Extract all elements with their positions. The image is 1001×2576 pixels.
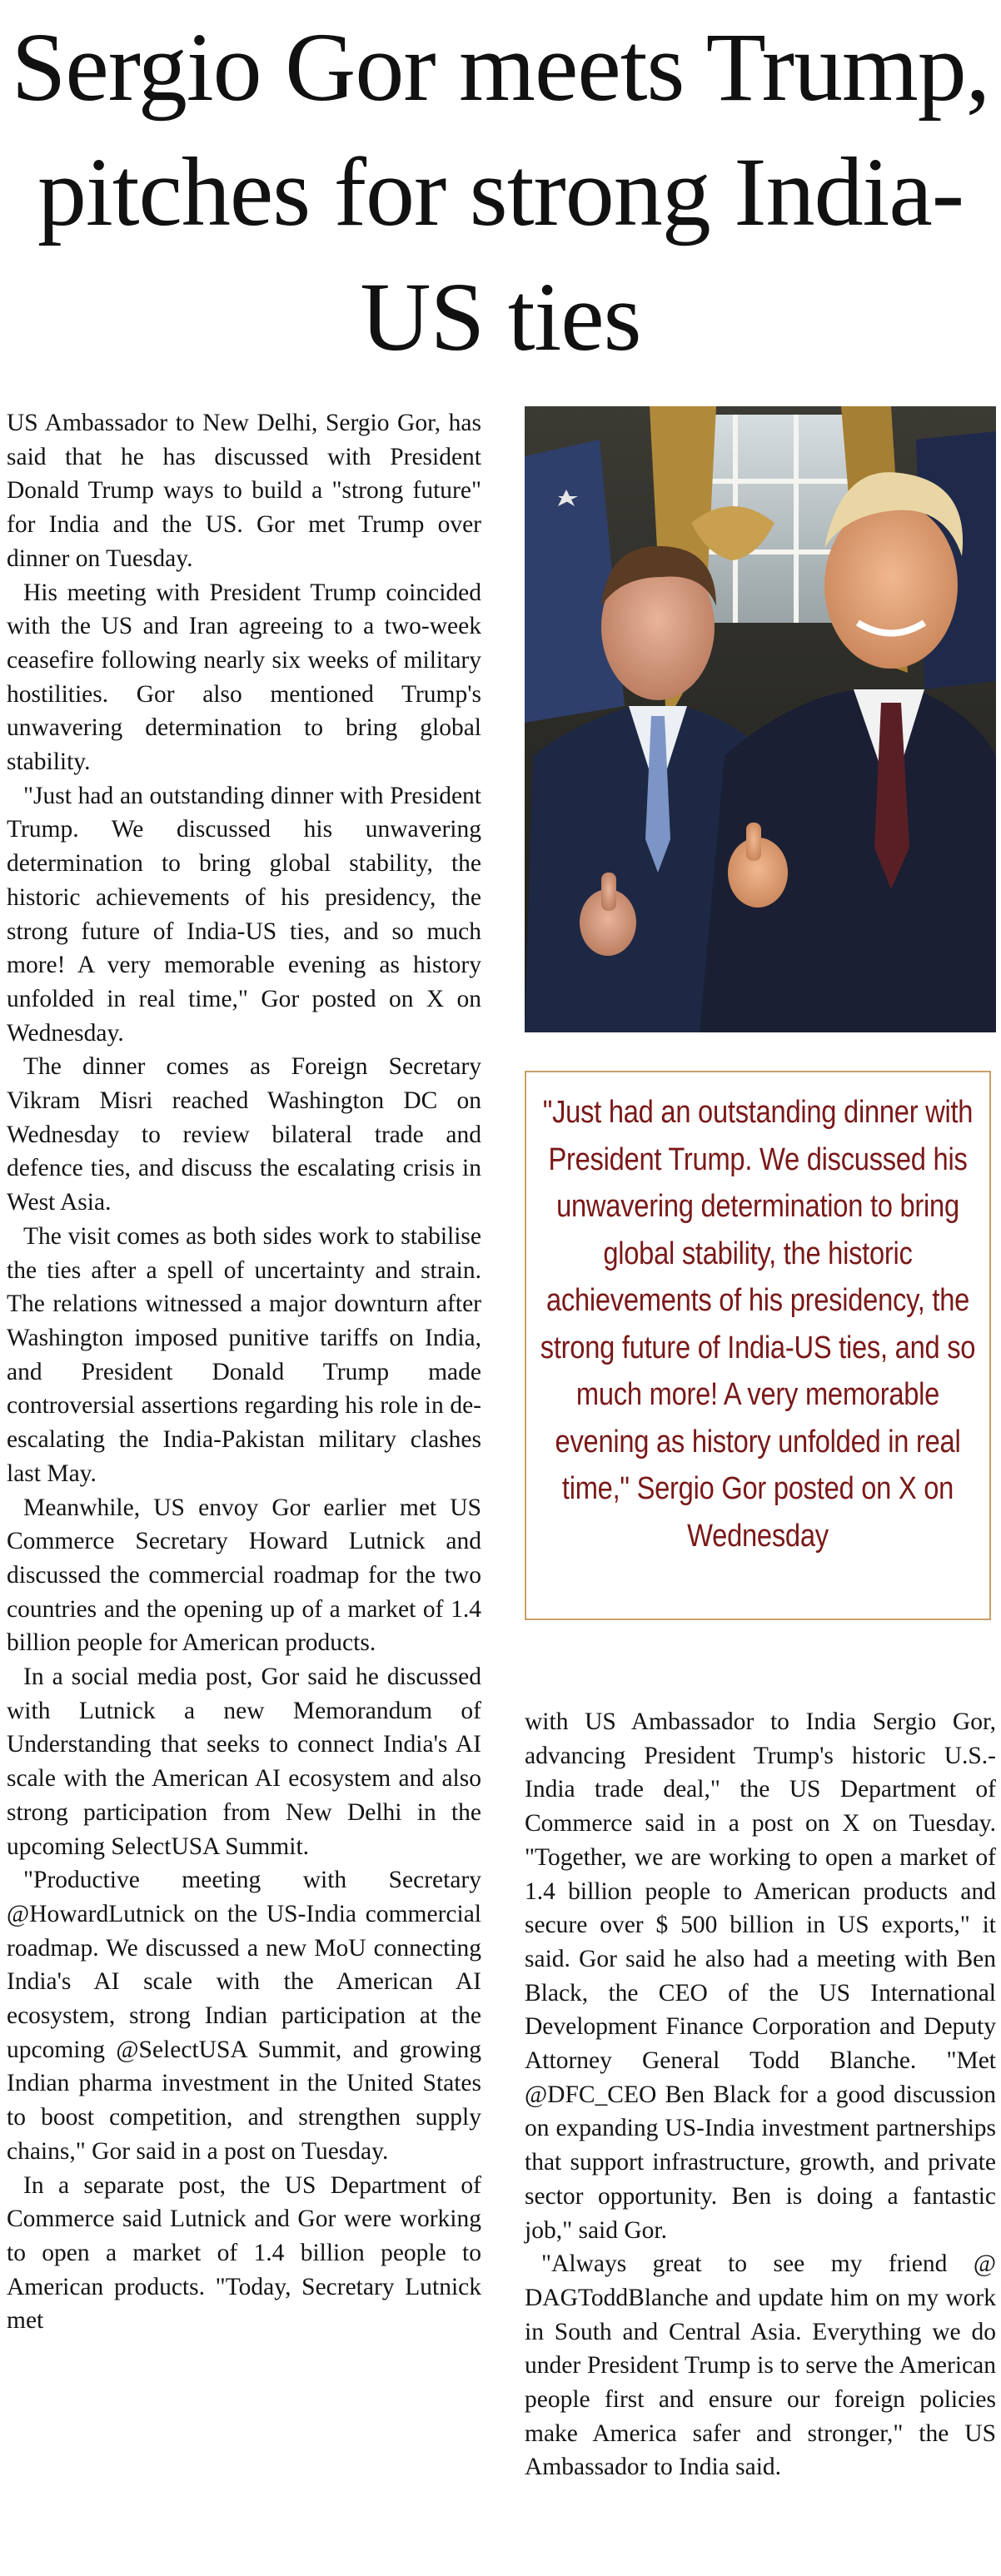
article-photo (525, 406, 996, 1032)
headline: Sergio Gor meets Trump, pitches for strong India-US ties (11, 12, 990, 371)
paragraph: "Just had an outstanding dinner with President Trump. We discussed his unwavering determination to bring global stability, the historic achievements of his presidency, the strong future of India-US ties, and so much more! A very memorable evening as history unfolded in real time," Gor posted on X on Wednesday. (7, 782, 481, 1047)
paragraph: US Ambassador to New Delhi, Sergio Gor, has said that he has discussed with President Donald Trump ways to build a "strong future" for India and the US. Gor met Trump over dinner on Tuesday. (7, 410, 481, 572)
paragraph: The visit comes as both sides work to stabilise the ties after a spell of uncertainty and strain. The relations witnessed a major downturn after Washington imposed punitive tariffs on India, and President Donald Trump made controversial assertions regarding his role in de-escalating the India-Pakistan military clashes last May. (7, 1222, 481, 1487)
paragraph: with US Ambassador to India Sergio Gor, advancing President Trump's historic U.S.-India trade deal," the US Department of Commerce said in a post on X on Tuesday. "Together, we are working to open a market of 1.4 billion people to American products and secure over $ 500 billion in US exports," it said. Gor said he also had a meeting with Ben Black, the CEO of the US International Development Finance Corporation and Deputy Attorney General Todd Blanche. "Met @DFC_CEO Ben Black for a good discussion on expanding US-India investment partnerships that support infrastructure, growth, and private sector opportunity. Ben is doing a fantastic job," said Gor. (525, 1708, 996, 2244)
article-column-left (7, 406, 481, 2338)
paragraph: "Always great to see my friend @ DAGToddBlanche and update him on my work in South and Central Asia. Everything we do under President Trump is to serve the American people first and ensure our foreign policies make America safer and stronger," the US Ambassador to India said. (525, 2250, 996, 2481)
pull-quote-text: "Just had an outstanding dinner with President Trump. We discussed his unwavering determination to bring global stability, the historic achievements of his presidency, the strong future of India-US ties, and so much more! A very memorable evening as history unfolded in real time," Sergio Gor posted on X on Wednesday (540, 1095, 976, 1554)
paragraph: Meanwhile, US envoy Gor earlier met US Commerce Secretary Howard Lutnick and discussed the commercial roadmap for the two countries and the opening up of a market of 1.4 billion people for American products. (7, 1494, 481, 1657)
paragraph: The dinner comes as Foreign Secretary Vikram Misri reached Washington DC on Wednesday to review bilateral trade and defence ties, and discuss the escalating crisis in West Asia. (7, 1053, 481, 1216)
paragraph: In a social media post, Gor said he discussed with Lutnick a new Memorandum of Understanding that seeks to connect India's AI scale with the American AI ecosystem and also strong participation from New Delhi in the upcoming SelectUSA Summit. (7, 1663, 481, 1860)
pull-quote (525, 1071, 991, 1620)
paragraph: "Productive meeting with Secretary @HowardLutnick on the US-India commercial roadmap. We discussed a new MoU connecting India's AI scale with the American AI ecosystem, strong Indian participation at the upcoming @SelectUSA Summit, and growing Indian pharma investment in the United States to boost competition, and strengthen supply chains," Gor said in a post on Tuesday. (7, 1867, 481, 2165)
paragraph: His meeting with President Trump coincided with the US and Iran agreeing to a two-week ceasefire following nearly six weeks of military hostilities. Gor also mentioned Trump's unwavering determination to bring global stability. (7, 579, 481, 776)
article-column-right (525, 1705, 996, 2484)
paragraph: In a separate post, the US Department of Commerce said Lutnick and Gor were working to open a market of 1.4 billion people to American products. "Today, Secretary Lutnick met (7, 2171, 481, 2335)
